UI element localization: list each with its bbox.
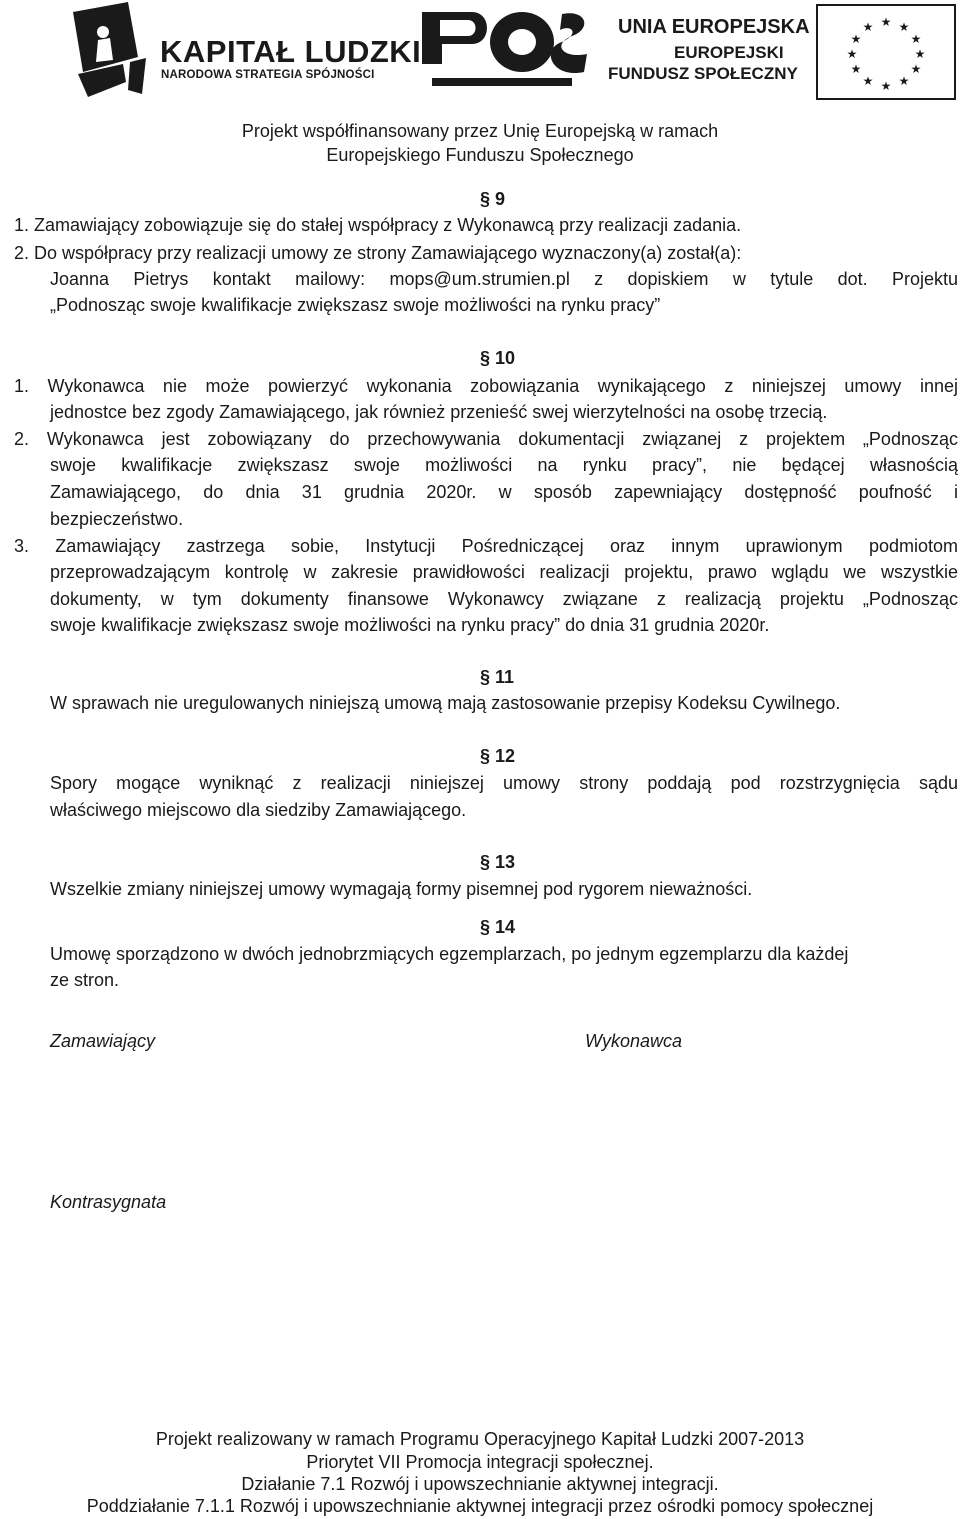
s14-paragraph-1-line-1: Umowę sporządzono w dwóch jednobrzmiących egzemplarzach, po jednym egzemplarzu dla każdej [50, 944, 849, 964]
footer-line-2: Priorytet VII Promocja integracji społecznej. [306, 1452, 654, 1472]
svg-text:★: ★ [898, 74, 910, 88]
ue-logo-title: UNIA EUROPEJSKA [618, 16, 810, 38]
footer-line-4: Poddziałanie 7.1.1 Rozwój i upowszechnianie aktywnej integracji przez ośrodki pomocy społecznej [86, 1496, 874, 1516]
ue-logo-subtitle-1: EUROPEJSKI [674, 43, 784, 62]
kapital-ludzki-emblem-icon [68, 2, 148, 102]
footer-line-1: Projekt realizowany w ramach Programu Operacyjnego Kapitał Ludzki 2007-2013 [155, 1429, 805, 1449]
s10-paragraph-2-line-3: Zamawiającego, do dnia 31 grudnia 2020r. w sposób zapewniający dostępność poufność i [50, 482, 958, 502]
countersign-label: Kontrasygnata [50, 1192, 167, 1212]
unia-europejska-logo [608, 16, 808, 86]
header [0, 0, 960, 115]
signature-contractor-label: Wykonawca [585, 1031, 683, 1051]
section-12-heading: § 12 [480, 746, 516, 766]
s14-paragraph-1-line-2: ze stron. [50, 970, 120, 990]
svg-text:★: ★ [880, 15, 892, 29]
svg-text:★: ★ [862, 74, 874, 88]
s10-paragraph-1-line-1: 1. Wykonawca nie może powierzyć wykonania zobowiązania wynikającego z niniejszej umowy innej [14, 376, 958, 396]
svg-text:★: ★ [862, 20, 874, 34]
kapital-ludzki-logo [68, 2, 422, 102]
s10-paragraph-2-line-1: 2. Wykonawca jest zobowiązany do przechowywania dokumentacji związanej z projektem „Podnosząc [14, 429, 958, 449]
s13-paragraph-1: Wszelkie zmiany niniejszej umowy wymagają formy pisemnej pod rygorem nieważności. [50, 879, 753, 899]
s10-paragraph-3-line-3: dokumenty, w tym dokumenty finansowe Wykonawcy związane z realizacją projektu „Podnosząc [50, 589, 958, 609]
s10-paragraph-3-line-2: przeprowadzającym kontrolę w zakresie prawidłowości realizacji projektu, prawo wglądu we wszystkie [50, 562, 958, 582]
s12-paragraph-1-line-2: właściwego miejscowo dla siedziby Zamawiającego. [50, 800, 467, 820]
cofinancing-line-2: Europejskiego Funduszu Społecznego [326, 145, 634, 165]
s10-paragraph-3-line-1: 3. Zamawiający zastrzega sobie, Instytucji Pośredniczącej oraz innym uprawionym podmiotom [14, 536, 958, 556]
section-13-heading: § 13 [480, 852, 516, 872]
svg-text:★: ★ [846, 47, 858, 61]
s12-paragraph-1-line-1: Spory mogące wyniknąć z realizacji niniejszej umowy strony poddają pod rozstrzygnięcia sądu [50, 773, 958, 793]
svg-text:★: ★ [910, 32, 922, 46]
signature-client-label: Zamawiający [50, 1031, 156, 1051]
eu-flag-icon [816, 4, 956, 100]
s10-paragraph-1-line-2: jednostce bez zgody Zamawiającego, jak również przenieść swej wierzytelności na osobę trzecią. [50, 402, 828, 422]
svg-text:★: ★ [914, 47, 926, 61]
s9-paragraph-1: 1. Zamawiający zobowiązuje się do stałej współpracy z Wykonawcą przy realizacji zadania. [14, 215, 742, 235]
svg-text:★: ★ [910, 62, 922, 76]
s9-paragraph-2-line-3: „Podnosząc swoje kwalifikacje zwiększasz swoje możliwości na rynku pracy” [50, 295, 661, 315]
kapital-ludzki-subtitle: NARODOWA STRATEGIA SPÓJNOŚCI [161, 69, 375, 81]
s9-paragraph-2-line-1: 2. Do współpracy przy realizacji umowy ze strony Zamawiającego wyznaczony(a) został(a): [14, 243, 742, 263]
svg-text:★: ★ [850, 62, 862, 76]
kapital-ludzki-title: KAPITAŁ LUDZKI [160, 34, 422, 69]
svg-text:★: ★ [850, 32, 862, 46]
s11-paragraph-1: W sprawach nie uregulowanych niniejszą umową mają zastosowanie przepisy Kodeksu Cywilnego. [50, 693, 841, 713]
svg-text:★: ★ [898, 20, 910, 34]
ue-logo-subtitle-2: FUNDUSZ SPOŁECZNY [608, 64, 798, 83]
svg-text:★: ★ [880, 79, 892, 93]
section-11-heading: § 11 [480, 667, 515, 687]
pos-logo-icon [412, 4, 594, 102]
s10-paragraph-2-line-4: bezpieczeństwo. [50, 509, 184, 529]
s9-paragraph-2-line-2: Joanna Pietrys kontakt mailowy: mops@um.strumien.pl z dopiskiem w tytule dot. Projektu [50, 269, 958, 289]
section-10-heading: § 10 [480, 348, 516, 368]
cofinancing-line-1: Projekt współfinansowany przez Unię Europejską w ramach [241, 121, 719, 141]
section-9-heading: § 9 [480, 189, 506, 209]
s10-paragraph-2-line-2: swoje kwalifikacje zwiększasz swoje możliwości na rynku pracy”, nie będącej własnością [50, 455, 958, 475]
s10-paragraph-3-line-4: swoje kwalifikacje zwiększasz swoje możliwości na rynku pracy” do dnia 31 grudnia 2020r. [50, 615, 770, 635]
footer-line-3: Działanie 7.1 Rozwój i upowszechnianie aktywnej integracji. [241, 1474, 719, 1494]
section-14-heading: § 14 [480, 917, 516, 937]
